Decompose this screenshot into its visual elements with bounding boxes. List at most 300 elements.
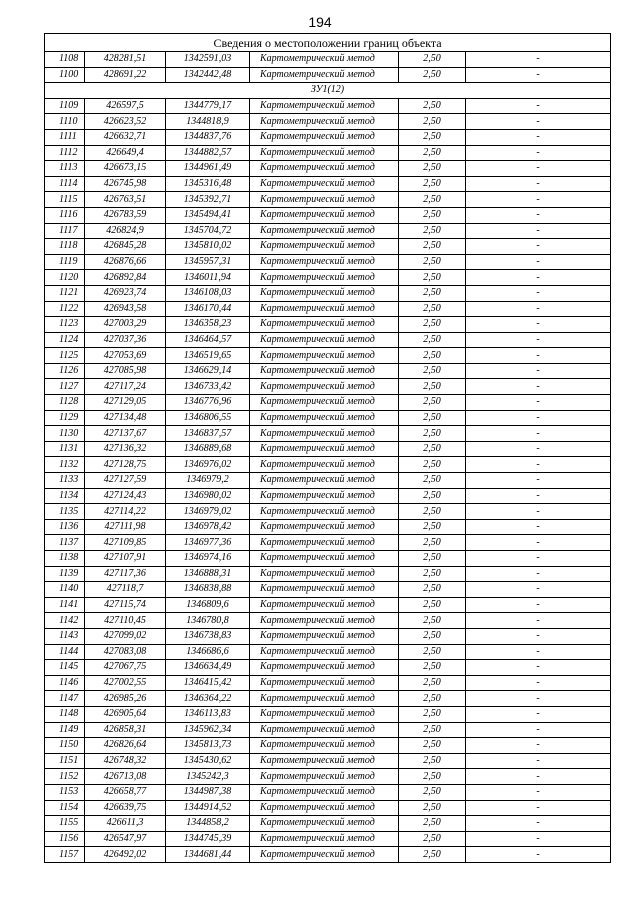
note-cell: -: [466, 317, 611, 333]
note-cell: -: [466, 566, 611, 582]
point-number-cell: 1155: [45, 816, 85, 832]
precision-cell: 2,50: [399, 769, 466, 785]
precision-cell: 2,50: [399, 660, 466, 676]
coord-x-cell: 426611,3: [85, 816, 166, 832]
method-cell: Картометрический метод: [250, 379, 399, 395]
coord-y-cell: 1345813,73: [166, 738, 250, 754]
coord-x-cell: 427053,69: [85, 348, 166, 364]
table-row: [45, 441, 611, 457]
point-number-cell: 1133: [45, 473, 85, 489]
method-cell: Картометрический метод: [250, 831, 399, 847]
precision-cell: 2,50: [399, 363, 466, 379]
note-cell: -: [466, 551, 611, 567]
coord-x-cell: 426623,52: [85, 114, 166, 130]
coord-y-cell: 1345704,72: [166, 223, 250, 239]
point-number-cell: 1114: [45, 176, 85, 192]
coord-x-cell: 426597,5: [85, 98, 166, 114]
coord-x-cell: 427128,75: [85, 457, 166, 473]
table-row: [45, 395, 611, 411]
method-cell: Картометрический метод: [250, 254, 399, 270]
precision-cell: 2,50: [399, 535, 466, 551]
precision-cell: 2,50: [399, 67, 466, 83]
method-cell: Картометрический метод: [250, 551, 399, 567]
method-cell: Картометрический метод: [250, 441, 399, 457]
precision-cell: 2,50: [399, 488, 466, 504]
coord-y-cell: 1346364,22: [166, 691, 250, 707]
point-number-cell: 1121: [45, 285, 85, 301]
table-caption-row: [45, 34, 611, 52]
coord-x-cell: 426745,98: [85, 176, 166, 192]
coord-x-cell: 427099,02: [85, 628, 166, 644]
note-cell: -: [466, 67, 611, 83]
note-cell: -: [466, 379, 611, 395]
method-cell: Картометрический метод: [250, 145, 399, 161]
table-row: [45, 457, 611, 473]
precision-cell: 2,50: [399, 207, 466, 223]
method-cell: Картометрический метод: [250, 161, 399, 177]
coord-y-cell: 1346415,42: [166, 675, 250, 691]
point-number-cell: 1123: [45, 317, 85, 333]
point-number-cell: 1148: [45, 706, 85, 722]
method-cell: Картометрический метод: [250, 363, 399, 379]
precision-cell: 2,50: [399, 831, 466, 847]
coord-y-cell: 1346974,16: [166, 551, 250, 567]
table-row: [45, 348, 611, 364]
note-cell: -: [466, 207, 611, 223]
coord-x-cell: 427127,59: [85, 473, 166, 489]
coord-x-cell: 426923,74: [85, 285, 166, 301]
note-cell: -: [466, 597, 611, 613]
precision-cell: 2,50: [399, 473, 466, 489]
coord-x-cell: 426658,77: [85, 784, 166, 800]
coord-x-cell: 427109,85: [85, 535, 166, 551]
coord-x-cell: 427129,05: [85, 395, 166, 411]
note-cell: -: [466, 332, 611, 348]
table-row: [45, 129, 611, 145]
table-row: [45, 582, 611, 598]
table-caption: Сведения о местоположении границ объекта: [45, 34, 611, 52]
table-row: [45, 176, 611, 192]
method-cell: Картометрический метод: [250, 239, 399, 255]
method-cell: Картометрический метод: [250, 847, 399, 863]
note-cell: -: [466, 816, 611, 832]
table-row: [45, 753, 611, 769]
coord-y-cell: 1346113,83: [166, 706, 250, 722]
table-body: [45, 34, 611, 863]
table-row: [45, 363, 611, 379]
precision-cell: 2,50: [399, 441, 466, 457]
coord-y-cell: 1346519,65: [166, 348, 250, 364]
note-cell: -: [466, 488, 611, 504]
note-cell: -: [466, 706, 611, 722]
point-number-cell: 1120: [45, 270, 85, 286]
note-cell: -: [466, 473, 611, 489]
coord-y-cell: 1346806,55: [166, 410, 250, 426]
coord-x-cell: 427134,48: [85, 410, 166, 426]
precision-cell: 2,50: [399, 426, 466, 442]
precision-cell: 2,50: [399, 504, 466, 520]
coord-y-cell: 1346358,23: [166, 317, 250, 333]
point-number-cell: 1128: [45, 395, 85, 411]
precision-cell: 2,50: [399, 582, 466, 598]
point-number-cell: 1126: [45, 363, 85, 379]
point-number-cell: 1140: [45, 582, 85, 598]
coord-y-cell: 1345494,41: [166, 207, 250, 223]
method-cell: Картометрический метод: [250, 816, 399, 832]
table-row: [45, 847, 611, 863]
coord-x-cell: 427117,36: [85, 566, 166, 582]
table-row: [45, 691, 611, 707]
coord-x-cell: 427083,08: [85, 644, 166, 660]
table-row: [45, 628, 611, 644]
precision-cell: 2,50: [399, 301, 466, 317]
note-cell: -: [466, 270, 611, 286]
note-cell: -: [466, 301, 611, 317]
table-row: [45, 473, 611, 489]
table-row: [45, 254, 611, 270]
coord-x-cell: 427110,45: [85, 613, 166, 629]
precision-cell: 2,50: [399, 395, 466, 411]
point-number-cell: 1109: [45, 98, 85, 114]
method-cell: Картометрический метод: [250, 285, 399, 301]
method-cell: Картометрический метод: [250, 738, 399, 754]
method-cell: Картометрический метод: [250, 114, 399, 130]
table-row: [45, 67, 611, 83]
method-cell: Картометрический метод: [250, 675, 399, 691]
method-cell: Картометрический метод: [250, 410, 399, 426]
coord-x-cell: 427115,74: [85, 597, 166, 613]
table-row: [45, 597, 611, 613]
table-row: [45, 722, 611, 738]
table-row: [45, 207, 611, 223]
table-row: [45, 675, 611, 691]
point-number-cell: 1135: [45, 504, 85, 520]
method-cell: Картометрический метод: [250, 535, 399, 551]
note-cell: -: [466, 410, 611, 426]
note-cell: -: [466, 254, 611, 270]
point-number-cell: 1154: [45, 800, 85, 816]
coord-y-cell: 1344779,17: [166, 98, 250, 114]
method-cell: Картометрический метод: [250, 597, 399, 613]
table-row: [45, 223, 611, 239]
note-cell: -: [466, 223, 611, 239]
coord-x-cell: 426763,51: [85, 192, 166, 208]
coord-y-cell: 1346634,49: [166, 660, 250, 676]
coord-y-cell: 1346776,96: [166, 395, 250, 411]
coord-x-cell: 428691,22: [85, 67, 166, 83]
note-cell: -: [466, 582, 611, 598]
coord-y-cell: 1346733,42: [166, 379, 250, 395]
coord-x-cell: 426845,28: [85, 239, 166, 255]
coord-x-cell: 426649,4: [85, 145, 166, 161]
note-cell: -: [466, 831, 611, 847]
table-row: [45, 114, 611, 130]
coord-y-cell: 1344858,2: [166, 816, 250, 832]
precision-cell: 2,50: [399, 519, 466, 535]
coord-y-cell: 1345392,71: [166, 192, 250, 208]
point-number-cell: 1124: [45, 332, 85, 348]
coord-y-cell: 1342591,03: [166, 52, 250, 68]
table-row: [45, 566, 611, 582]
precision-cell: 2,50: [399, 192, 466, 208]
table-row: [45, 285, 611, 301]
precision-cell: 2,50: [399, 129, 466, 145]
coord-y-cell: 1344818,9: [166, 114, 250, 130]
coord-x-cell: 426547,97: [85, 831, 166, 847]
note-cell: -: [466, 239, 611, 255]
note-cell: -: [466, 161, 611, 177]
table-row: [45, 98, 611, 114]
point-number-cell: 1108: [45, 52, 85, 68]
point-number-cell: 1119: [45, 254, 85, 270]
coord-x-cell: 426824,9: [85, 223, 166, 239]
precision-cell: 2,50: [399, 332, 466, 348]
coord-x-cell: 427107,91: [85, 551, 166, 567]
coord-x-cell: 426783,59: [85, 207, 166, 223]
note-cell: -: [466, 691, 611, 707]
method-cell: Картометрический метод: [250, 504, 399, 520]
precision-cell: 2,50: [399, 628, 466, 644]
precision-cell: 2,50: [399, 98, 466, 114]
table-row: [45, 816, 611, 832]
note-cell: -: [466, 800, 611, 816]
coord-y-cell: 1346888,31: [166, 566, 250, 582]
coord-y-cell: 1346976,02: [166, 457, 250, 473]
method-cell: Картометрический метод: [250, 176, 399, 192]
note-cell: -: [466, 176, 611, 192]
precision-cell: 2,50: [399, 753, 466, 769]
coord-x-cell: 427003,29: [85, 317, 166, 333]
method-cell: Картометрический метод: [250, 426, 399, 442]
coord-x-cell: 426985,26: [85, 691, 166, 707]
method-cell: Картометрический метод: [250, 582, 399, 598]
point-number-cell: 1143: [45, 628, 85, 644]
precision-cell: 2,50: [399, 176, 466, 192]
coord-x-cell: 426492,02: [85, 847, 166, 863]
coord-x-cell: 427136,32: [85, 441, 166, 457]
coord-x-cell: 426876,66: [85, 254, 166, 270]
method-cell: Картометрический метод: [250, 301, 399, 317]
precision-cell: 2,50: [399, 644, 466, 660]
coord-x-cell: 427067,75: [85, 660, 166, 676]
method-cell: Картометрический метод: [250, 753, 399, 769]
precision-cell: 2,50: [399, 285, 466, 301]
table-row: [45, 145, 611, 161]
table-row: [45, 317, 611, 333]
precision-cell: 2,50: [399, 114, 466, 130]
method-cell: Картометрический метод: [250, 348, 399, 364]
note-cell: -: [466, 98, 611, 114]
table-row: [45, 410, 611, 426]
note-cell: -: [466, 769, 611, 785]
coord-y-cell: 1345810,02: [166, 239, 250, 255]
point-number-cell: 1115: [45, 192, 85, 208]
coord-y-cell: 1344882,57: [166, 145, 250, 161]
method-cell: Картометрический метод: [250, 769, 399, 785]
point-number-cell: 1156: [45, 831, 85, 847]
coord-y-cell: 1345242,3: [166, 769, 250, 785]
note-cell: -: [466, 675, 611, 691]
note-cell: -: [466, 722, 611, 738]
method-cell: Картометрический метод: [250, 52, 399, 68]
point-number-cell: 1138: [45, 551, 85, 567]
table-row: [45, 426, 611, 442]
point-number-cell: 1122: [45, 301, 85, 317]
coord-x-cell: 426943,58: [85, 301, 166, 317]
note-cell: -: [466, 644, 611, 660]
coord-y-cell: 1346011,94: [166, 270, 250, 286]
coord-x-cell: 426892,84: [85, 270, 166, 286]
table-row: [45, 504, 611, 520]
point-number-cell: 1127: [45, 379, 85, 395]
point-number-cell: 1141: [45, 597, 85, 613]
coord-y-cell: 1345430,62: [166, 753, 250, 769]
method-cell: Картометрический метод: [250, 519, 399, 535]
precision-cell: 2,50: [399, 52, 466, 68]
note-cell: -: [466, 52, 611, 68]
precision-cell: 2,50: [399, 613, 466, 629]
precision-cell: 2,50: [399, 706, 466, 722]
method-cell: Картометрический метод: [250, 192, 399, 208]
precision-cell: 2,50: [399, 738, 466, 754]
note-cell: -: [466, 129, 611, 145]
method-cell: Картометрический метод: [250, 223, 399, 239]
coord-y-cell: 1346686,6: [166, 644, 250, 660]
table-row: [45, 738, 611, 754]
method-cell: Картометрический метод: [250, 800, 399, 816]
point-number-cell: 1113: [45, 161, 85, 177]
coord-y-cell: 1346980,02: [166, 488, 250, 504]
note-cell: -: [466, 613, 611, 629]
point-number-cell: 1110: [45, 114, 85, 130]
coord-y-cell: 1346780,8: [166, 613, 250, 629]
point-number-cell: 1117: [45, 223, 85, 239]
precision-cell: 2,50: [399, 597, 466, 613]
precision-cell: 2,50: [399, 722, 466, 738]
method-cell: Картометрический метод: [250, 566, 399, 582]
table-row: [45, 488, 611, 504]
method-cell: Картометрический метод: [250, 644, 399, 660]
precision-cell: 2,50: [399, 239, 466, 255]
note-cell: -: [466, 738, 611, 754]
precision-cell: 2,50: [399, 566, 466, 582]
table-row: [45, 301, 611, 317]
precision-cell: 2,50: [399, 161, 466, 177]
method-cell: Картометрический метод: [250, 473, 399, 489]
point-number-cell: 1131: [45, 441, 85, 457]
note-cell: -: [466, 660, 611, 676]
note-cell: -: [466, 784, 611, 800]
coord-y-cell: 1342442,48: [166, 67, 250, 83]
coord-x-cell: 427002,55: [85, 675, 166, 691]
precision-cell: 2,50: [399, 254, 466, 270]
point-number-cell: 1153: [45, 784, 85, 800]
method-cell: Картометрический метод: [250, 628, 399, 644]
coord-x-cell: 427117,24: [85, 379, 166, 395]
coord-y-cell: 1346809,6: [166, 597, 250, 613]
note-cell: -: [466, 628, 611, 644]
table-row: [45, 270, 611, 286]
coord-y-cell: 1344987,38: [166, 784, 250, 800]
coord-x-cell: 427037,36: [85, 332, 166, 348]
coord-y-cell: 1344961,49: [166, 161, 250, 177]
coord-x-cell: 427114,22: [85, 504, 166, 520]
coord-x-cell: 427085,98: [85, 363, 166, 379]
method-cell: Картометрический метод: [250, 488, 399, 504]
point-number-cell: 1136: [45, 519, 85, 535]
coord-x-cell: 426905,64: [85, 706, 166, 722]
coord-y-cell: 1346838,88: [166, 582, 250, 598]
coord-x-cell: 427118,7: [85, 582, 166, 598]
precision-cell: 2,50: [399, 847, 466, 863]
coord-y-cell: 1344681,44: [166, 847, 250, 863]
coord-y-cell: 1346979,02: [166, 504, 250, 520]
method-cell: Картометрический метод: [250, 660, 399, 676]
method-cell: Картометрический метод: [250, 98, 399, 114]
section-row: [45, 83, 611, 99]
note-cell: -: [466, 504, 611, 520]
coord-y-cell: 1346837,57: [166, 426, 250, 442]
note-cell: -: [466, 847, 611, 863]
coord-y-cell: 1344745,39: [166, 831, 250, 847]
table-row: [45, 239, 611, 255]
coord-x-cell: 426858,31: [85, 722, 166, 738]
table-row: [45, 769, 611, 785]
method-cell: Картометрический метод: [250, 395, 399, 411]
precision-cell: 2,50: [399, 457, 466, 473]
coord-x-cell: 426713,08: [85, 769, 166, 785]
point-number-cell: 1112: [45, 145, 85, 161]
table-row: [45, 644, 611, 660]
method-cell: Картометрический метод: [250, 722, 399, 738]
point-number-cell: 1130: [45, 426, 85, 442]
point-number-cell: 1157: [45, 847, 85, 863]
table-row: [45, 332, 611, 348]
coord-y-cell: 1344914,52: [166, 800, 250, 816]
point-number-cell: 1125: [45, 348, 85, 364]
point-number-cell: 1111: [45, 129, 85, 145]
boundary-coordinates-table: [44, 33, 611, 863]
page-number: 194: [308, 14, 332, 30]
note-cell: -: [466, 145, 611, 161]
precision-cell: 2,50: [399, 691, 466, 707]
method-cell: Картометрический метод: [250, 706, 399, 722]
precision-cell: 2,50: [399, 317, 466, 333]
note-cell: -: [466, 192, 611, 208]
table-row: [45, 831, 611, 847]
point-number-cell: 1137: [45, 535, 85, 551]
note-cell: -: [466, 753, 611, 769]
point-number-cell: 1150: [45, 738, 85, 754]
coord-x-cell: 426632,71: [85, 129, 166, 145]
coord-y-cell: 1346464,57: [166, 332, 250, 348]
note-cell: -: [466, 441, 611, 457]
coord-y-cell: 1345962,34: [166, 722, 250, 738]
coord-x-cell: 427137,67: [85, 426, 166, 442]
point-number-cell: 1142: [45, 613, 85, 629]
table-row: [45, 379, 611, 395]
note-cell: -: [466, 114, 611, 130]
precision-cell: 2,50: [399, 270, 466, 286]
coord-x-cell: 426673,15: [85, 161, 166, 177]
precision-cell: 2,50: [399, 410, 466, 426]
coord-x-cell: 426748,32: [85, 753, 166, 769]
method-cell: Картометрический метод: [250, 332, 399, 348]
table-row: [45, 519, 611, 535]
point-number-cell: 1144: [45, 644, 85, 660]
table-row: [45, 161, 611, 177]
method-cell: Картометрический метод: [250, 457, 399, 473]
